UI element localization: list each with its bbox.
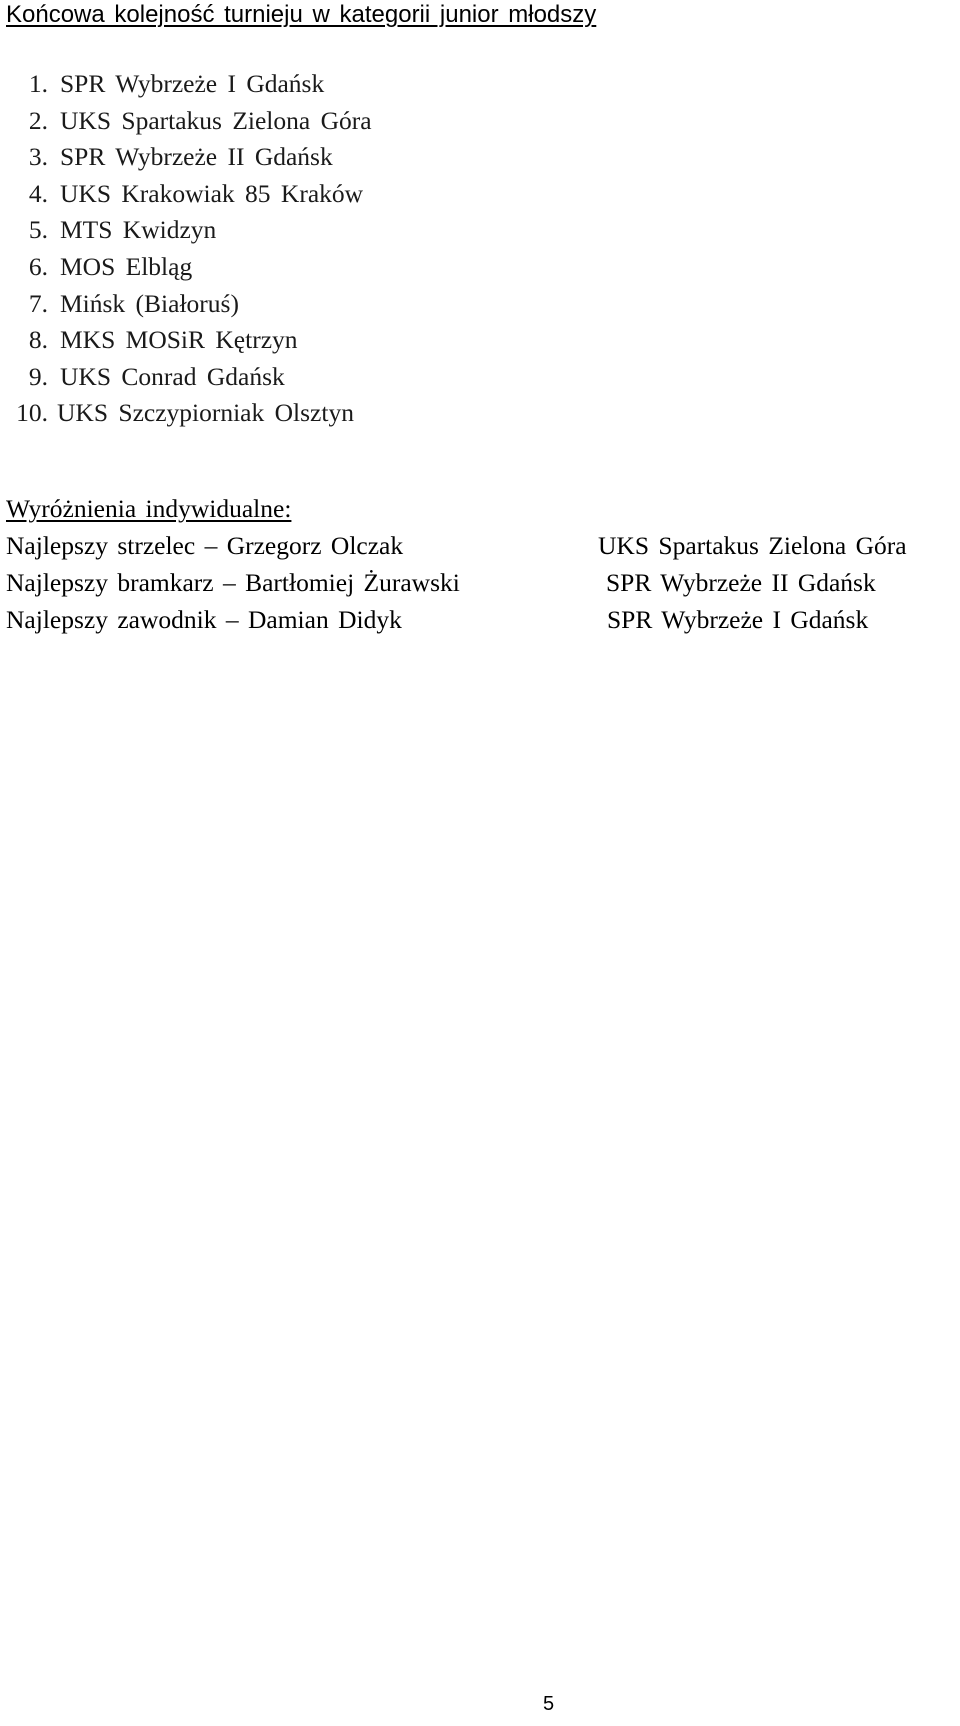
award-team: SPR Wybrzeże I Gdańsk [607,605,869,634]
ranking-item [0,103,372,140]
ranking-team: UKS Spartakus Zielona Góra [60,105,372,135]
awards-heading: Wyróżnienia indywidualne: [6,494,292,523]
award-best-goalkeeper [6,565,956,601]
ranking-position: 9. [28,361,48,391]
ranking-item [0,395,372,432]
award-team: UKS Spartakus Zielona Góra [598,531,907,560]
award-description: Najlepszy bramkarz – Bartłomiej Żurawski [6,568,460,597]
ranking-team: MOS Elbląg [60,251,193,281]
ranking-item [0,359,372,396]
ranking-position: 1. [28,69,48,98]
award-description: Najlepszy zawodnik – Damian Didyk [6,605,402,634]
ranking-position: 8. [28,325,48,355]
ranking-position: 4. [28,178,48,208]
ranking-team: MKS MOSiR Kętrzyn [60,325,298,355]
award-team: SPR Wybrzeże II Gdańsk [606,568,876,597]
final-ranking-list [0,66,372,432]
ranking-item [0,286,372,323]
ranking-team: SPR Wybrzeże II Gdańsk [60,142,333,172]
ranking-item [0,66,372,103]
award-description: Najlepszy strzelec – Grzegorz Olczak [6,531,404,560]
ranking-position: 3. [28,142,48,172]
ranking-team: SPR Wybrzeże I Gdańsk [60,69,325,98]
ranking-position: 6. [28,251,48,281]
ranking-item [0,249,372,286]
page-title: Końcowa kolejność turnieju w kategorii junior młodszy [6,1,597,28]
ranking-position: 2. [28,105,48,135]
ranking-item [0,322,372,359]
ranking-team: MTS Kwidzyn [60,215,217,245]
page-number: 5 [543,1693,555,1715]
ranking-position: 5. [28,215,48,245]
ranking-item [0,176,372,213]
ranking-team: UKS Conrad Gdańsk [60,361,285,391]
ranking-item [0,212,372,249]
ranking-team: UKS Krakowiak 85 Kraków [60,178,364,208]
award-best-scorer [6,528,956,564]
ranking-position: 7. [28,288,48,318]
ranking-team: UKS Szczypiorniak Olsztyn [57,398,354,428]
ranking-item [0,139,372,176]
award-best-player [6,602,956,638]
ranking-team: Mińsk (Białoruś) [60,288,239,318]
ranking-position: 10. [16,398,48,428]
